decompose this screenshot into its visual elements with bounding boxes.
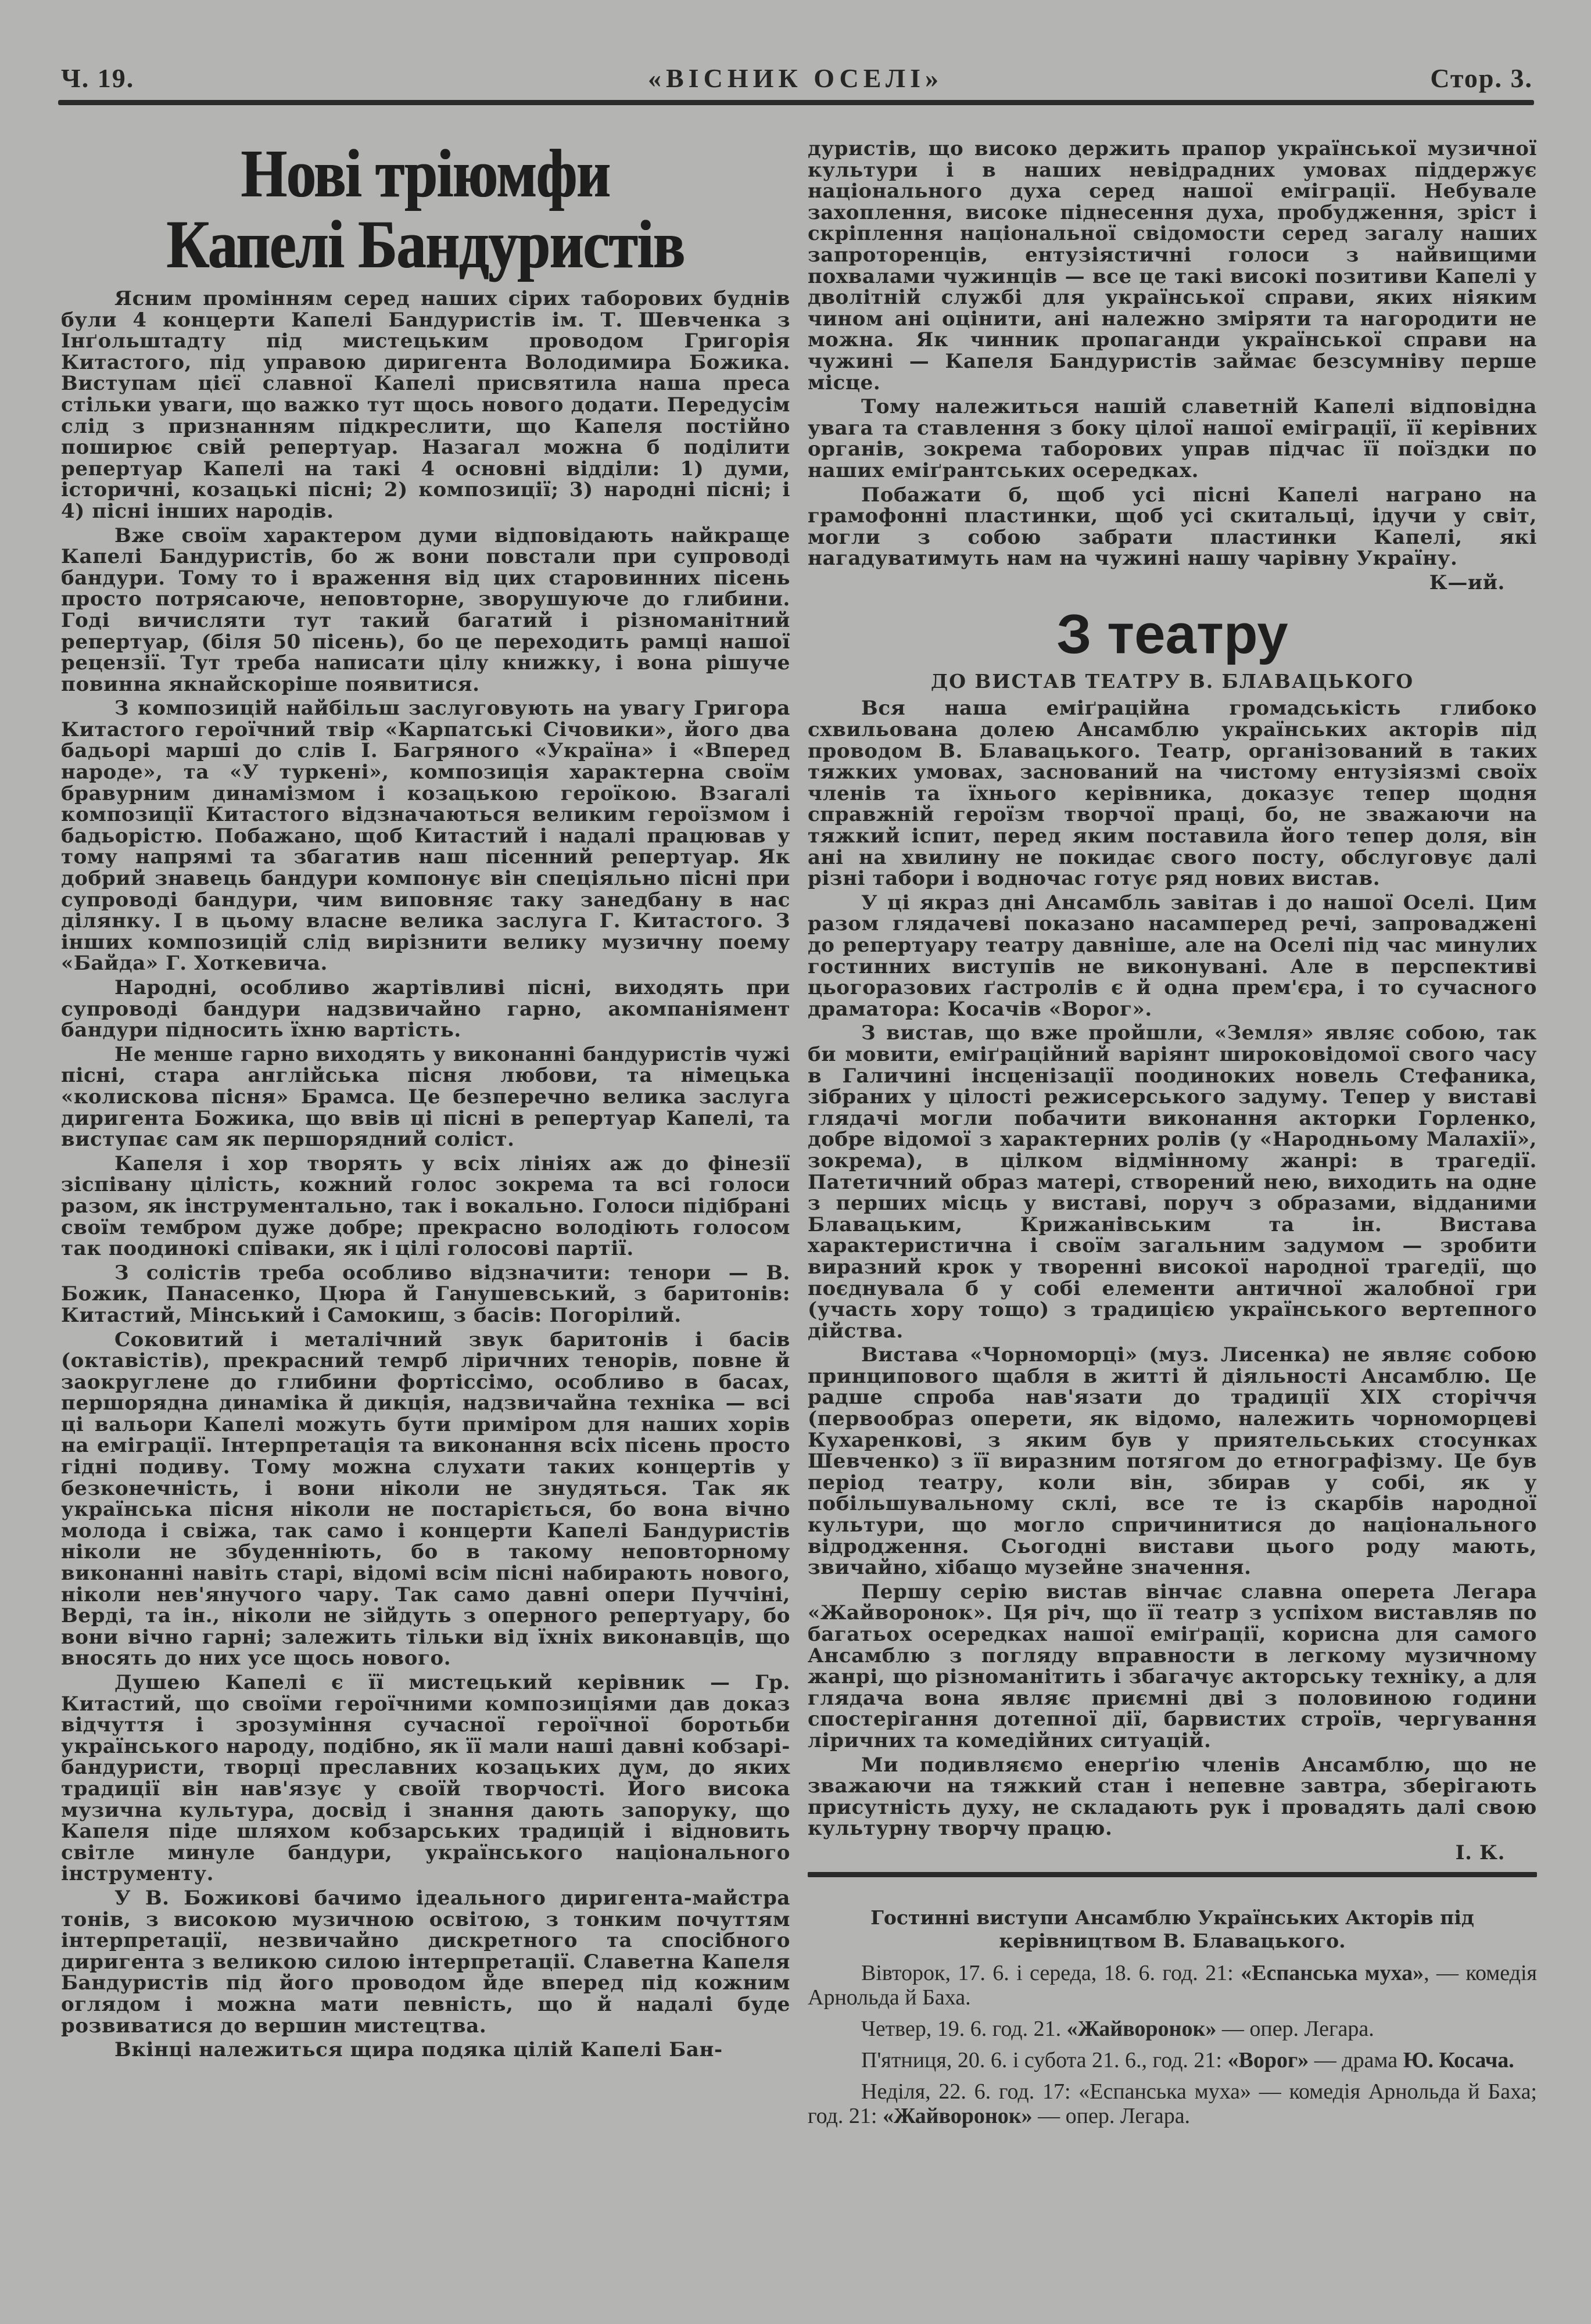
paragraph: Вистава «Чорноморці» (муз. Лисенка) не являє собою принципового щабля в житті й діяльності Ансамблю. Це радше спроба нав'язати до традиції XIX сторіччя (первообраз оперети, як відомо, належить чорноморцеві Кухаренкові, з яким був у приятельських стосунках Шевченко) з її виразним потягом до етнографізму. Це був період театру, коли він, збирав у собі, як у побільшувальному склі, все те із скарбів народної культури, що могло спричинитися до національного відродження. Сьогодні вистави цього роду мають, звичайно, хібащо музейне значення. <box>808 1343 1537 1580</box>
schedule-text: — драма <box>1309 2047 1403 2072</box>
paragraph: Першу серію вистав вінчає славна оперета Легара «Жайворонок». Ця річ, що її театр з успіхом виставляв по багатьох осередках нашої еміґрації, корисна для самого Ансамблю з погляду вправности в легкому музичному жанрі, що різноманітить і збагачує акторську техніку, а для глядача вона являє приємні дві з половиною години спостерігання дотепної дії, барвистих строїв, чергування ліричних та комедійних ситуацій. <box>808 1580 1537 1752</box>
schedule-text: П'ятниця, 20. 6. і субота 21. 6., год. 21: <box>861 2047 1228 2072</box>
schedule-entry <box>808 2017 1537 2041</box>
paragraph: Соковитий і металічний звук баритонів і басів (октавістів), прекрасний темрб ліричних тенорів, повне й заокруглене до глибини фортіссімо, особливо в басах, першорядна динаміка й дикція, надзвичайна техніка — всі ці вальори Капелі можуть бути приміром для наших хорів на еміграції. Інтерпретація та виконання всіх пісень просто гідні подиву. Тому можна слухати таких концертів у безконечність, і вони ніколи не знудяться. Так як українська пісня ніколи не постаріється, бо вона вічно молода і свіжа, так само і концерти Капелі Бандуристів ніколи не збуденніють, бо в такому неповторному виконанні навіть старі, відомі всім пісні набирають нового, ніколи нев'янучого чару. Так само давні опери Пуччіні, Верді, та ін., ніколи не зійдуть з оперного репертуару, бо вони вічно гарні; залежить тільки від їхніх виконавців, що вносять до них усе щось нового. <box>61 1328 790 1670</box>
right-column <box>808 138 1537 2135</box>
show-title: «Жайворонок» <box>1066 2016 1217 2041</box>
article-title-line2: Капелі Бандуристів <box>166 206 685 282</box>
paragraph: Народні, особливо жартівливі пісні, виходять при супроводі бандури надзвичайно гарно, акомпаніямент бандури підносить їхню вартість. <box>61 976 790 1042</box>
paragraph: Вже своїм характером думи відповідають найкраще Капелі Бандуристів, бо ж вони повстали при супроводі бандури. Тому то і враження від цих старовинних пісень просто потрясаюче, неповторне, зворушуюче до глибини. Годі вичисляти тут такий багатий і різноманітний репертуар, (біля 50 пісень), бо це переходить рамці нашої рецензії. Тут треба написати цілу книжку, і вона рішуче повинна якнайскоріше появитися. <box>61 523 790 696</box>
paragraph: Ясним промінням серед наших сірих таборових буднів були 4 концерти Капелі Бандуристів ім. Т. Шевченка з Інґольштадту під мистецьким проводом Григорія Китастого, під управою диригента Володимира Божика. Виступам цієї славної Капелі присвятила наша преса стільки уваги, що важко тут щось нового додати. Передусім слід з признанням підкреслити, що Капеля постійно поширює свій репертуар. Назагал можна б поділити репертуар Капелі на такі 4 основні відділи: 1) думи, історичні, козацькі пісні; 2) композиції; 3) народні пісні; і 4) пісні інших народів. <box>61 287 790 523</box>
theatre-article-subtitle: ДО ВИСТАВ ТЕАТРУ В. БЛАВАЦЬКОГО <box>930 670 1414 693</box>
theatre-article-body <box>808 698 1537 1839</box>
schedule-text: — опер. Легара. <box>1216 2016 1374 2041</box>
theatre-article-title: З театру <box>1056 603 1288 666</box>
article-body-continued <box>808 396 1537 569</box>
article-title-line1: Нові тріюмфи <box>241 135 610 211</box>
newspaper-title: «ВІСНИК ОСЕЛІ» <box>647 63 944 93</box>
paragraph: З солістів треба особливо відзначити: тенори — В. Божик, Панасенко, Цюра й Ганушевський, з баритонів: Китастий, Мінський і Самокиш, з басів: Погорілий. <box>61 1261 790 1327</box>
show-title: «Еспанська муха» <box>1241 1960 1424 1985</box>
issue-number: Ч. 19. <box>61 63 135 93</box>
paragraph: Вся наша еміґраційна громадськість глибоко схвильована долею Ансамблю українських акторів під проводом В. Блавацького. Театр, організований в таких тяжких умовах, заснований на чистому ентузіязмі своїх членів та їхнього керівника, доказує тепер щодня справжній героїзм творчої праці, бо, не зважаючи на тяжкий іспит, перед яким поставила його тепер доля, він ані на хвилину не покидає свого посту, обслуговує далі різні табори і водночас готує ряд нових вистав. <box>808 697 1537 891</box>
article-continuation: дуристів, що високо держить прапор української музичної культури і в наших невідрадних умовах піддержує національного духа серед нашої еміграції. Небувале захоплення, високе піднесення духа, пробудження, зріст і скріплення національної свідомости серед загалу наших запроторенців, ентузіястичні голоси з найвищими похвалами чужинців — все це такі високі позитиви Капелі у дволітній службі для української справи, яких ніяким чином ані оцінити, ані належно зміряти та нагородити не можна. Як чинник пропаганди української справи на чужині — Капеля Бандуристів займає безсумніву перше місце. <box>808 137 1537 394</box>
left-column <box>61 135 790 2064</box>
section-rule <box>808 1872 1537 1877</box>
paragraph: Ми подивляємо енерґію членів Ансамблю, що не зважаючи на тяжкий стан і непевне завтра, зберігають присутність духу, не складають рук і провадять далі свою культурну творчу працю. <box>808 1753 1537 1841</box>
paragraph: У В. Божикові бачимо ідеального диригента-майстра тонів, з високою музичною освітою, з тонким почуттям інтерпретації, незвичайно дискретного та спосібного диригента з великою силою інтерпретації. Славетна Капеля Бандуристів під його проводом йде вперед під кожним оглядом і можна мати певність, що й надалі буде розвиватися до вершин мистецтва. <box>61 1886 790 2038</box>
schedule-entry <box>808 1961 1537 2010</box>
schedule-entry <box>808 2079 1537 2128</box>
paragraph: У ці якраз дні Ансамбль завітав і до нашої Оселі. Цим разом глядачеві показано насамперед речі, запроваджені до репертуару театру давніше, але на Оселі під час минулих гостинних виступів не виконувані. Але в перспективі цьогоразових ґастролів є й одна прем'єра, і то сучасного драматора: Косачів «Ворог». <box>808 891 1537 1021</box>
schedule-text: , — комедія Арнольда й Баха. <box>808 1960 1537 2010</box>
article-body <box>61 288 790 2061</box>
show-title: «Жайворонок» <box>882 2103 1033 2128</box>
schedule-entry <box>808 2048 1537 2072</box>
paragraph: Вкінці належиться щира подяка цілій Капелі Бан- <box>114 2038 723 2062</box>
paragraph: З композицій найбільш заслуговують на увагу Григора Китастого героїчний твір «Карпатські Січовики», його два бадьорі марші до слів І. Багряного «Україна» і «Вперед народе», та «У туркені», композиція характерна своїм бравурним динамізмом і козацькою героїкою. Взагалі композиції Китастого відзначаються великим героїзмом і бадьорістю. Побажано, щоб Китастий і надалі працював у тому напрямі та збагатив наш пісенний репертуар. Як добрий знавець бандури компонує він спеціяльно пісні при супроводі бандури, чим виповняє таку занедбану в нас ділянку. І в цьому власне велика заслуга Г. Китастого. З інших композицій слід вирізнити велику музичну поему «Байда» Г. Хоткевича. <box>61 697 790 975</box>
header-rule <box>58 100 1534 105</box>
schedule-text: Неділя, 22. 6. год. 17: «Еспанська муха» — комедія Арнольда й Баха; год. 21: <box>808 2079 1537 2128</box>
schedule-list <box>808 1961 1537 2128</box>
paragraph: Тому належиться нашій славетній Капелі відповідна увага та ставлення з боку цілої нашої еміграції, її керівних органів, зокрема таборових управ підчас її поїздки по наших еміґрантських осередках. <box>808 395 1537 482</box>
page-number: Стор. 3. <box>1430 63 1533 93</box>
article-signature: К—ий. <box>1429 571 1505 594</box>
paragraph: Душею Капелі є її мистецький керівник — Гр. Китастий, що своїми героїчними композиціями дав доказ відчуття і зрозуміння сучасної героїчної боротьби українського народу, подібно, як її мали наші давні кобзарі-бандуристи, творці преславних козацьких дум, до яких традиції він нав'язує у своїй творчості. Його висока музична культура, досвід і знання дають запоруку, що Капеля піде шляхом кобзарських традицій і відновить світле минуле бандури, українського національного інструменту. <box>61 1671 790 1886</box>
show-title: «Ворог» <box>1227 2047 1309 2072</box>
schedule-heading: Гостинні виступи Ансамблю Українських Акторів під керівництвом В. Блавацького. <box>870 1906 1474 1952</box>
paragraph: Капеля і хор творять у всіх лініях аж до фінезії зіспівану цілість, кожний голос зокрема та всі голоси разом, як інструментально, так і вокально. Голоси підібрані своїм тембром дуже добре; прекрасно володіють голосом так поодинокі співаки, як і цілі голосові партії. <box>61 1152 790 1261</box>
paragraph: Не менше гарно виходять у виконанні бандуристів чужі пісні, стара англійська пісня любови, та німецька «колискова пісня» Брамса. Це безперечно велика заслуга диригента Божика, що ввів ці пісні в репертуар Капелі, та виступає сам як першорядний соліст. <box>61 1042 790 1152</box>
theatre-article-signature: І. К. <box>1455 1841 1505 1864</box>
paragraph: Побажати б, щоб усі пісні Капелі награно на грамофонні пластинки, щоб усі скитальці, ідучи у світ, могли з собою забрати пластинки Капелі, які нагадуватимуть нам на чужині нашу чарівну Україну. <box>808 483 1537 571</box>
show-title: Ю. Косача. <box>1403 2047 1514 2072</box>
article-title <box>112 135 739 282</box>
paragraph: З вистав, що вже пройшли, «Земля» являє собою, так би мовити, еміґраційний варіянт широковідомої свого часу в Галичині інсценізації поодиноких новель Стефаника, зібраних у цілості режисерського задуму. Тепер у виставі глядачі могли побачити виконання акторки Горленко, добре відомої з характерних ролів (у «Народньому Малахії», зокрема), в цілком відмінному жанрі: в трагедії. Патетичний образ матері, створений нею, виходить на одне з перших місць у виставі, поруч з образами, відданими Блавацьким, Крижанівським та ін. Вистава характеристична і своїм загальним задумом — зробити виразний крок у творенні високої народної трагедії, що поєднувала б у собі елементи античної жалобної гри (участь хору тощо) з традицією українського вертепного дійства. <box>808 1021 1537 1343</box>
schedule-text: Вівторок, 17. 6. і середа, 18. 6. год. 21: <box>861 1960 1241 1985</box>
schedule-text: — опер. Легара. <box>1032 2103 1191 2128</box>
schedule-text: Четвер, 19. 6. год. 21. <box>861 2016 1067 2041</box>
